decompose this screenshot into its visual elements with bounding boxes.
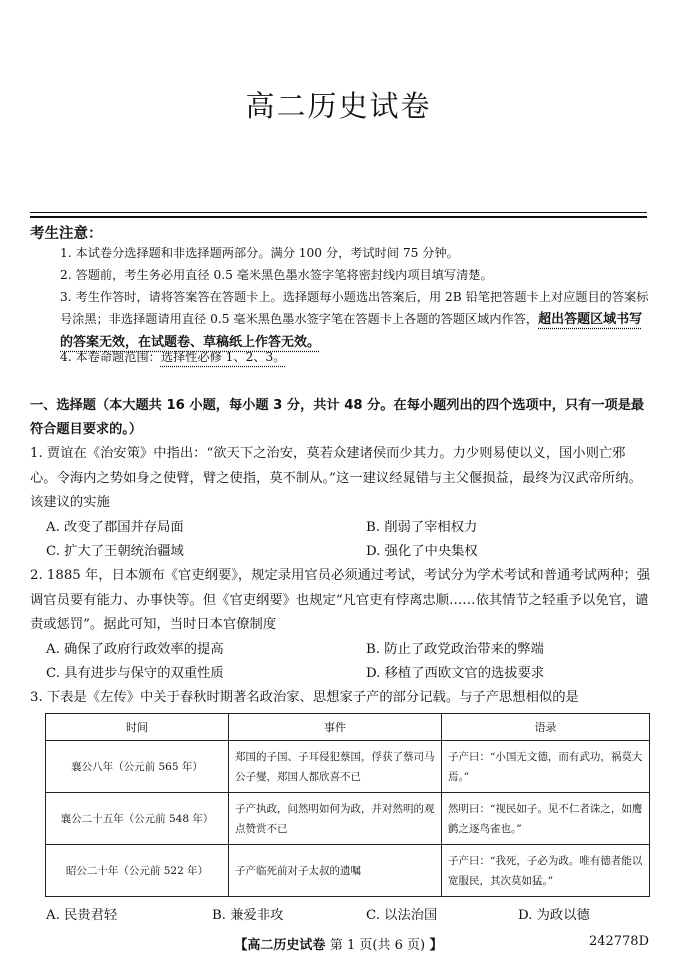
- table-cell-quote: 然明曰：“视民如子。见不仁者诛之，如鹰鹯之逐鸟雀也。”: [442, 793, 650, 845]
- table-header-event: 事件: [229, 714, 442, 741]
- q2-option-b: B. 防止了政党政治带来的弊端: [366, 642, 544, 657]
- table-cell-time: 襄公八年（公元前 565 年）: [46, 741, 229, 793]
- exam-title: 高二历史试卷: [245, 89, 432, 123]
- q2-option-d: D. 移植了西欧文官的选拔要求: [366, 666, 545, 681]
- q2-option-c: C. 具有进步与保守的双重性质: [46, 666, 224, 681]
- q3-option-d: D. 为政以德: [518, 908, 590, 923]
- footer-bracket-close: 】: [429, 938, 443, 953]
- section-heading: 一、选择题（本大题共 16 小题，每小题 3 分，共计 48 分。在每小题列出的四个选项中，只有一项是最符合题目要求的。）: [30, 398, 645, 437]
- q1-option-c: C. 扩大了王朝统治疆域: [46, 544, 184, 559]
- notice-item-2: 2. 答题前，考生务必用直径 0.5 毫米黑色墨水签字笔将密封线内项目填写清楚。: [60, 268, 493, 282]
- header-rule-thick: [30, 216, 647, 218]
- notice-item-4: [60, 346, 650, 368]
- notice-item-4-scope: 选择性必修 1、2、3。: [160, 350, 286, 364]
- q3-option-a: A. 民贵君轻: [46, 908, 118, 923]
- footer-page-number: 第 1 页(共 6 页): [329, 938, 426, 953]
- notice-item-3: [60, 286, 650, 354]
- table-cell-time: 襄公二十五年（公元前 548 年）: [46, 793, 229, 845]
- table-header-time: 时间: [46, 714, 229, 741]
- q1-option-b: B. 削弱了宰相权力: [366, 520, 478, 535]
- q1-option-d: D. 强化了中央集权: [366, 544, 478, 559]
- table-header-quote: 语录: [442, 714, 650, 741]
- q1-option-a: A. 改变了郡国并存局面: [46, 520, 184, 535]
- table-row: [46, 845, 650, 897]
- footer-exam-name: 【高二历史试卷: [234, 938, 326, 953]
- table-cell-quote: 子产曰：“小国无文德，而有武功，祸莫大焉。”: [442, 741, 650, 793]
- header-rule-thin: [30, 212, 647, 213]
- table-cell-time: 昭公二十年（公元前 522 年）: [46, 845, 229, 897]
- table-cell-quote: 子产曰：“我死，子必为政。唯有德者能以宽服民，其次莫如猛。”: [442, 845, 650, 897]
- notice-item-4-prefix: 4. 本卷命题范围：: [60, 350, 161, 364]
- table-cell-event: 子产临死前对子太叔的遗嘱: [229, 845, 442, 897]
- notice-item-3-text: 3. 考生作答时，请将答案答在答题卡上。选择题每小题选出答案后，用 2B 铅笔把答题卡上对应题目的答案标号涂黑；非选择题请用直径 0.5 毫米黑色墨水签字笔在答题卡上各题的答题区域内作答，: [60, 290, 649, 326]
- table-header-row: [46, 714, 650, 741]
- question-2: 2. 1885 年，日本颁布《官吏纲要》，规定录用官员必须通过考试，考试分为学术考试和普通考试两种；强调官员要有能力、办事快等。但《官吏纲要》也规定“凡官吏有悖离忠顺……依其情节之轻重予以免官，谴责或惩罚”。据此可知，当时日本官僚制度: [30, 568, 651, 632]
- question-1: 1. 贾谊在《治安策》中指出：“欲天下之治安，莫若众建诸侯而少其力。力少则易使以义，国小则亡邪心。令海内之势如身之使臂，臂之使指，莫不制从。”这一建议经晁错与主父偃损益，最终为汉武帝所纳。该建议的实施: [30, 446, 642, 510]
- table-row: [46, 741, 650, 793]
- question-3: 3. 下表是《左传》中关于春秋时期著名政治家、思想家子产的部分记载。与子产思想相似的是: [30, 690, 579, 705]
- page-footer: [0, 934, 677, 953]
- table-cell-event: 子产执政，问然明如何为政，并对然明的观点赞赏不已: [229, 793, 442, 845]
- q3-option-c: C. 以法治国: [366, 908, 438, 923]
- q3-option-b: B. 兼爱非攻: [212, 908, 284, 923]
- table-cell-event: 郑国的子国、子耳侵犯蔡国，俘获了蔡司马公子燮，郑国人都欣喜不已: [229, 741, 442, 793]
- table-row: [46, 793, 650, 845]
- q2-option-a: A. 确保了政府行政效率的提高: [46, 642, 224, 657]
- notice-item-3-emphasis: 超出答题区域书写的答案无效，在试题卷、草稿纸上作答无效。: [60, 312, 643, 350]
- zichan-table: [45, 713, 650, 897]
- notice-heading: 考生注意：: [30, 226, 103, 242]
- paper-code: 242778D: [588, 934, 649, 949]
- notice-item-1: 1. 本试卷分选择题和非选择题两部分。满分 100 分，考试时间 75 分钟。: [60, 246, 459, 260]
